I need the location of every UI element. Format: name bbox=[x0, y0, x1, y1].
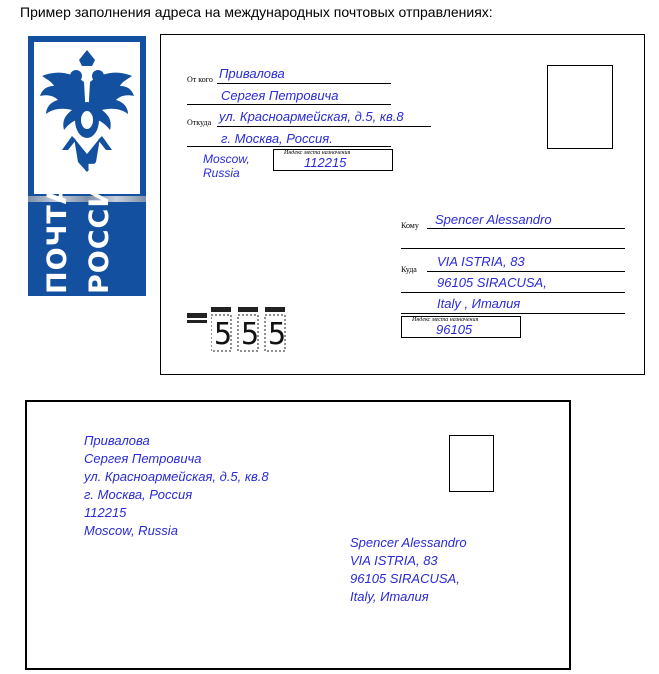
stamp-area-plain bbox=[449, 435, 494, 492]
zip-digit-1: 5 bbox=[214, 317, 233, 352]
plain-sender-line-6: Moscow, Russia bbox=[84, 523, 178, 538]
sender-zip-box bbox=[273, 149, 393, 171]
logo-text bbox=[28, 160, 146, 296]
to-label: Кому bbox=[401, 221, 419, 230]
recipient-zip: 96105 bbox=[436, 322, 473, 337]
logo-line-2: РОССИИ bbox=[84, 160, 115, 294]
from-label: От кого bbox=[187, 75, 213, 84]
envelope-form bbox=[160, 34, 645, 375]
page-heading: Пример заполнения адреса на международных почтовых отправлениях: bbox=[20, 4, 493, 20]
recipient-name: Spencer Alessandro bbox=[435, 212, 552, 227]
plain-sender-line-2: Сергея Петровича bbox=[84, 451, 202, 466]
plain-recipient-line-2: VIA ISTRIA, 83 bbox=[350, 553, 438, 568]
recipient-city: 96105 SIRACUSA, bbox=[437, 275, 547, 290]
sender-zip: 112215 bbox=[304, 155, 347, 170]
from-where-label: Откуда bbox=[187, 118, 212, 127]
sender-street: ул. Красноармейская, д.5, кв.8 bbox=[219, 109, 404, 124]
plain-sender-line-5: 112215 bbox=[84, 505, 127, 520]
plain-recipient-line-1: Spencer Alessandro bbox=[350, 535, 467, 550]
zip-digit-2: 5 bbox=[241, 317, 260, 352]
stamp-area bbox=[547, 65, 613, 149]
plain-sender-line-4: г. Москва, Россия bbox=[84, 487, 193, 502]
recipient-zip-label: Индекс места назначения bbox=[412, 317, 479, 323]
envelope-plain bbox=[25, 400, 571, 670]
to-where-label: Куда bbox=[401, 265, 417, 274]
plain-sender-line-3: ул. Красноармейская, д.5, кв.8 bbox=[84, 469, 269, 484]
recipient-country: Italy , Италия bbox=[437, 296, 521, 311]
russian-post-logo bbox=[28, 36, 146, 296]
zip-digit-3: 5 bbox=[268, 317, 287, 352]
recipient-zip-box bbox=[401, 316, 521, 338]
plain-recipient-line-3: 96105 SIRACUSA, bbox=[350, 571, 460, 586]
plain-sender-line-1: Привалова bbox=[84, 433, 150, 448]
plain-recipient-line-4: Italy, Италия bbox=[350, 589, 429, 604]
sender-name: Сергея Петровича bbox=[221, 88, 339, 103]
sender-city: г. Москва, Россия. bbox=[221, 131, 333, 146]
sender-latin-city: Moscow, bbox=[203, 152, 250, 166]
recipient-street: VIA ISTRIA, 83 bbox=[437, 254, 525, 269]
sender-surname: Привалова bbox=[219, 66, 285, 81]
logo-line-1: ПОЧТА bbox=[42, 182, 73, 294]
sender-zip-label: Индекс места назначения bbox=[284, 150, 351, 156]
zip-stencil bbox=[187, 307, 297, 357]
sender-latin-country: Russia bbox=[203, 166, 240, 180]
